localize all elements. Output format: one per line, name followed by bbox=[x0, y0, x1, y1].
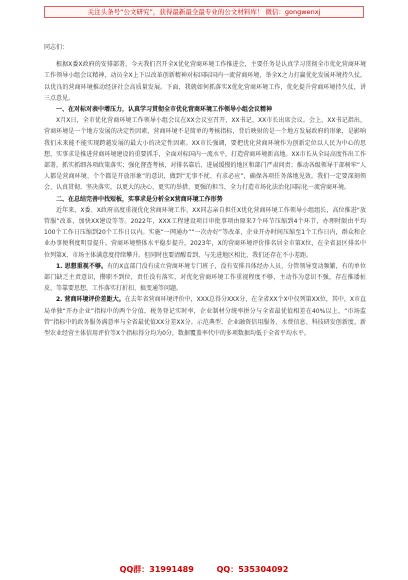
qq-group: QQ群：31991489 bbox=[119, 565, 194, 574]
point-1-paragraph bbox=[44, 261, 366, 295]
point-2-paragraph bbox=[44, 294, 366, 339]
section-2-body: 近年来，X委、X政府高度重视优化营商环境工作，XX同志亲自担任X优化营商环境工作领导小组组长，高位推进“放管服”改革，加快XX建设等等。2022年，XXX工程建设项目审批事项由原来7个环节压缩到4个环节，办理时限由平均100个工作日压缩到20个工作日以内。实施“一网通办”“一次办好”等改革，企业开办时间压缩至1个工作日内，群众和企业办事便利度明显提升。营商环境整体水平稳步提升，2023年，X的营商环境评价排名居全市第X位，在全省县区排名中位列第X，市场主体满意度持续攀升。但同时也要清醒看到，与先进地区相比，我们还存在不小差距。 bbox=[44, 206, 366, 259]
point-2-text: 在去年省营商环境评价中，XXX总得分XXX分，在全省XX个X中仅列第XX位，其中，X市直局单独“开办企业”指标中的两个分值，税务登记实时率，企业制材分统率拼分与全省最优值相差在40%以上，“市场监管”指标中的政务服务满意率与全省最优值XX分差XX分。示范典型、企业融资信用服务、水费信息、科技研发创新度、新型农业经营主体信用评价等X个指标得分均为0分，数据覆盖率代中的多项数据均低于全省平均水平。 bbox=[44, 296, 367, 338]
section-1-body: X月X日，全市优化营商环境工作领导小组会议在XX会议室召开，XX书记、XX市长出席会议。会上，XX书记指出，营商环境是一个地方发展的决定性因素，营商环境不是简单的考核指标，背后映射的是一个地方发展政府的形象，是影响我们未来能不能实现跨越发展的最大小的决定性因素。XX市长强调，要把优化营商环境作为创新定位以人民为中心的思想、实事求是推进营商环境建设的重要抓手，全面对标国内一流水平，打造营商环境新高地。XX市长从全局高度作出工作部署，抓实抓细各项政策落实；强化督查考核，对排名靠后、进展缓慢的地区和部门严肃问责；推动各级领导干部树牢“人人都是营商环境、个个都是开放形象”的意识，做到“无事不扰、有求必应”，确保各项任务落地见效。我们一定要深刻领会、认真贯彻、坚决落实，以更大的决心、更实的举措、更强的担当，全力打造市场化法治化国际化一流营商环境。 bbox=[44, 117, 366, 192]
footer-contacts bbox=[0, 563, 408, 577]
section-2-heading: 二、在总结完善中找短板，实事求是分析全X营商环境工作形势 bbox=[56, 195, 223, 203]
section-1-heading: 一、在对标对表中增压力，认真学习贯彻全市优化营商环境工作领导小组会议精神 bbox=[56, 106, 273, 114]
point-2-label: 2. 营商环境评价差距大。 bbox=[56, 296, 125, 304]
point-1-label: 1. 思想重视不够。 bbox=[56, 262, 108, 270]
promo-banner: 关注头条号“公文研究”，获得最新最全最专业的公文材料库！ 微信：gongwenxj bbox=[44, 6, 364, 18]
intro-paragraph: 根据X委X政府的安排部署，今天我们召开全X优化营商环境工作推进会，主要任务是认真学习贯彻全市优化营商环境工作领导小组会议精神，动员全X上下以改革创新精神对标国际国内一流营商环境，举全X之力打赢优化发展环境持久仗，以优良的营商环境推动经济社会高质量发展。下面，我就如何抓落实X优化营商环境工作，优化提升营商环境持久仗，讲三点意见。 bbox=[44, 61, 366, 102]
document-page bbox=[44, 30, 366, 550]
salutation: 同志们： bbox=[44, 44, 69, 51]
qq-number: QQ：535304092 bbox=[216, 565, 289, 574]
point-1-text: 有的X直部门没有成立营商环境专门班子，没有安排具体经办人员，分管领导变动频繁，有的单位部门缺乏主责意识，攒职不到位，责任没有落实，对优化营商环境工作重视程度不够，主动作为意识不强，存在推诿扯皮、等靠要思想，工作落实打折扣、搞变通等问题。 bbox=[44, 262, 366, 293]
